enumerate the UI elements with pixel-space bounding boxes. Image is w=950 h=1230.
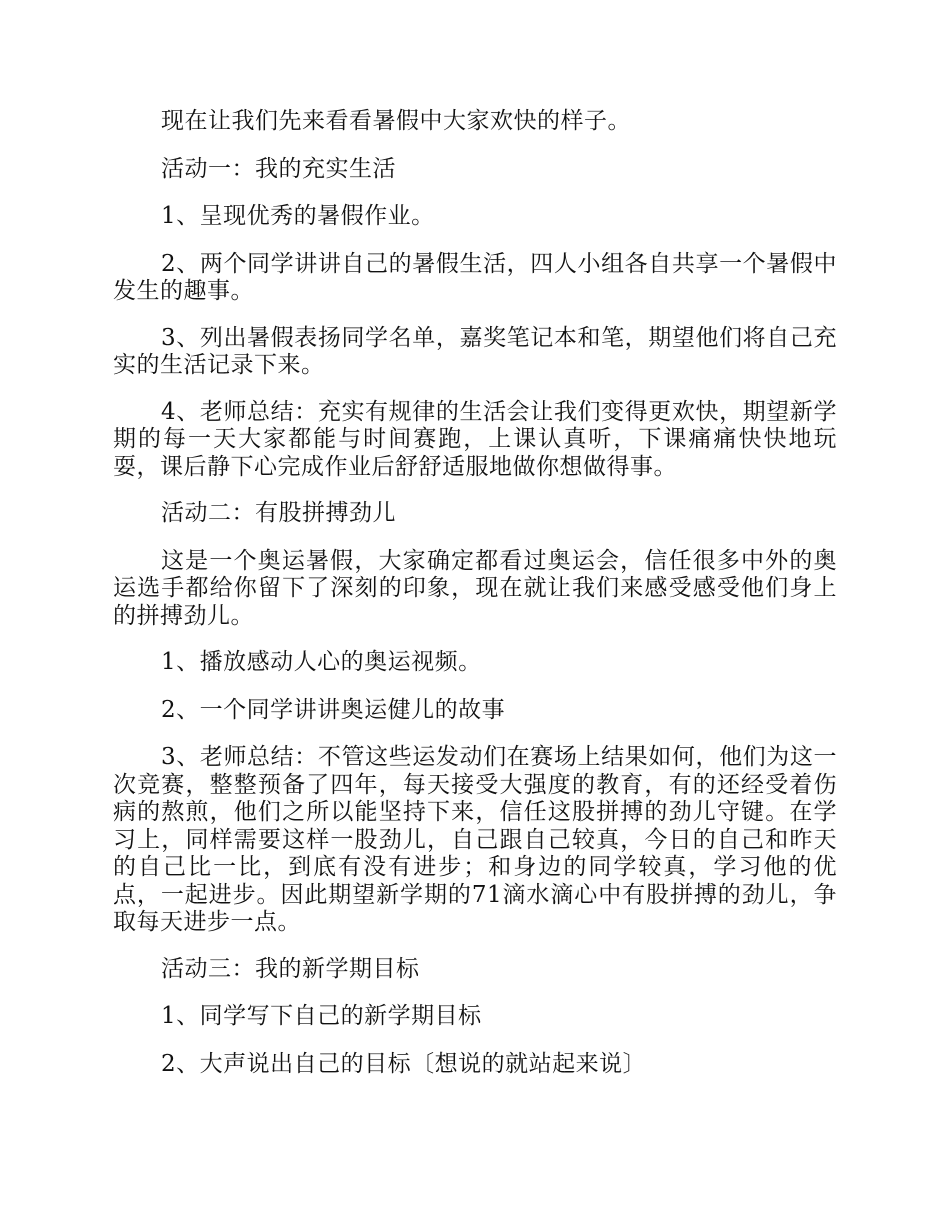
list-item: 1、同学写下自己的新学期目标 <box>161 1003 482 1029</box>
list-item: 4、老师总结：充实有规律的生活会让我们变得更欢快，期望新学期的每一天大家都能与时间赛跑，上课认真听，下课痛痛快快地玩耍，课后静下心完成作业后舒舒适服地做你想做得事。 <box>113 398 837 480</box>
list-item: 3、列出暑假表扬同学名单，嘉奖笔记本和笔，期望他们将自己充实的生活记录下来。 <box>113 324 837 378</box>
heading-activity-3: 活动三：我的新学期目标 <box>161 955 420 982</box>
paragraph-intro: 现在让我们先来看看暑假中大家欢快的样子。 <box>161 108 631 134</box>
list-item: 3、老师总结：不管这些运发动们在赛场上结果如何，他们为这一次竞赛，整整预备了四年，每天接受大强度的教育，有的还经受着伤病的熬煎，他们之所以能坚持下来，信任这股拼搏的劲儿守键。在学习上，同样需要这样一股劲儿，自己跟自己较真，今日的自己和昨天的自己比一比，到底有没有进步；和身边的同学较真，学习他的优点，一起进步。因此期望新学期的71滴水滴心中有股拼搏的劲儿，争取每天进步一点。 <box>113 744 837 935</box>
heading-activity-2: 活动二：有股拼搏劲儿 <box>161 500 396 526</box>
list-item: 2、两个同学讲讲自己的暑假生活，四人小组各自共享一个暑假中发生的趣事。 <box>113 250 837 304</box>
list-item: 1、播放感动人心的奥运视频。 <box>161 649 482 675</box>
paragraph-olympics: 这是一个奥运暑假，大家确定都看过奥运会，信任很多中外的奥运选手都给你留下了深刻的印象，现在就让我们来感受感受他们身上的拼搏劲儿。 <box>113 547 837 629</box>
document-body <box>113 108 837 1078</box>
list-item: 2、大声说出自己的目标〔想说的就站起来说〕 <box>161 1050 647 1077</box>
heading-activity-1: 活动一：我的充实生活 <box>161 155 396 182</box>
list-item: 2、一个同学讲讲奥运健儿的故事 <box>161 696 506 723</box>
list-item: 1、呈现优秀的暑假作业。 <box>161 203 435 229</box>
